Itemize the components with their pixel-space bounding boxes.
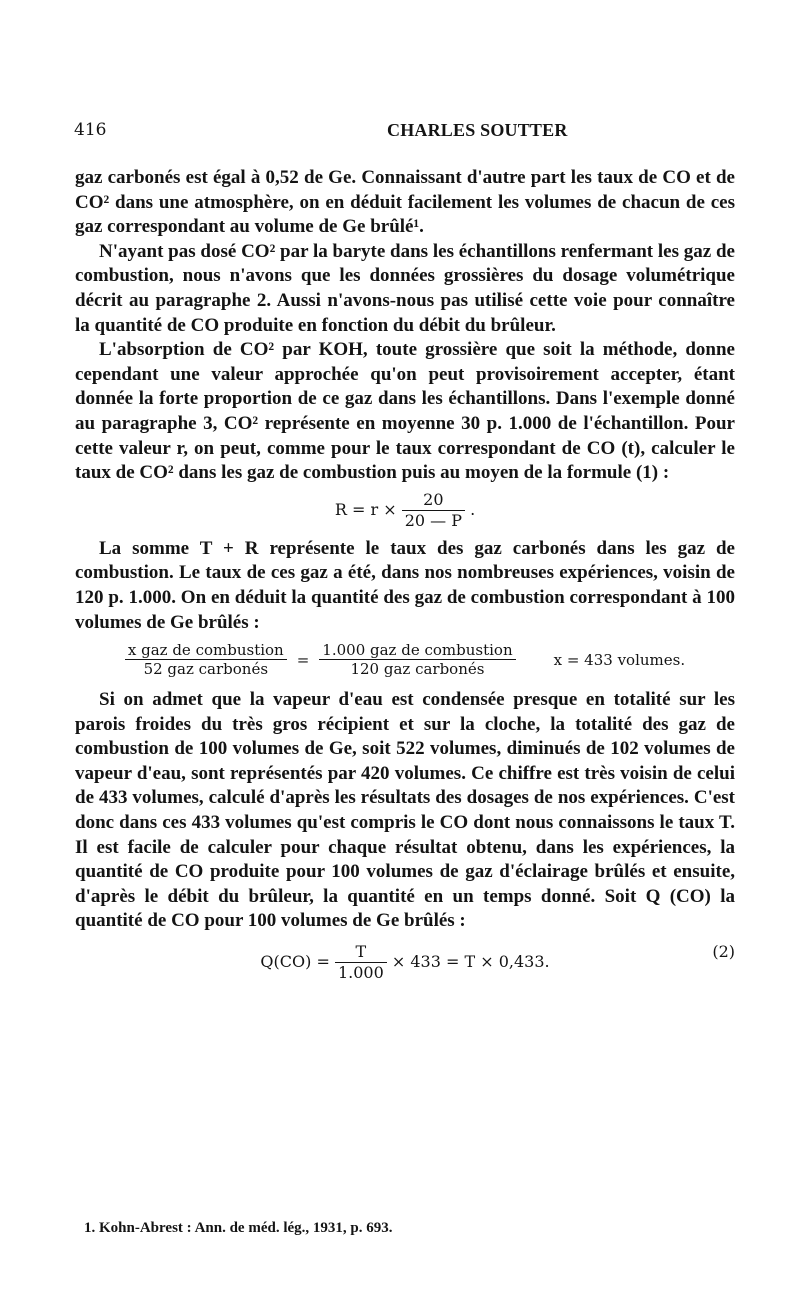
formula-r-lhs: R = r × [334, 499, 397, 519]
formula-r-end: . [470, 499, 476, 519]
paragraph-4: La somme T + R représente le taux des gaz carbonés dans les gaz de combustion. Le taux de ces gaz a été, dans nos nombreuses expériences, voisin de 120 p. 1.000. On en déduit la quantité des gaz de combustion correspondant à 100 volumes de Ge brûlés : [75, 537, 735, 633]
formula-q-denominator: 1.000 [337, 963, 384, 983]
formula-proportion [75, 641, 735, 678]
paragraph-2: N'ayant pas dosé CO² par la baryte dans les échantillons renfermant les gaz de combustion, nous n'avons que les données grossières du dosage volumétrique décrit au paragraphe 2. Aussi n'avons-nous pas utilisé cette voie pour connaître la quantité de CO produite en fonction du débit du brûleur. [75, 240, 735, 336]
paragraph-1: gaz carbonés est égal à 0,52 de Ge. Connaissant d'autre part les taux de CO et de CO² dans une atmosphère, on en déduit facilement les volumes de chacun de ces gaz correspondant au volume de Ge brûlé¹. [75, 167, 735, 238]
proportion-fraction-left [125, 641, 287, 678]
page-number: 416 [74, 120, 107, 140]
body-text [75, 166, 735, 989]
footnote: 1. Kohn-Abrest : Ann. de méd. lég., 1931, p. 693. [84, 1220, 393, 1236]
formula-q-rhs: × 433 = T × 0,433. [391, 952, 550, 972]
proportion-equals: = [296, 650, 310, 669]
proportion-result: x = 433 volumes. [553, 650, 686, 669]
proportion-right-denominator: 120 gaz carbonés [350, 660, 485, 679]
formula-r [75, 490, 735, 531]
formula-q-numerator: T [335, 942, 387, 963]
formula-r-fraction [402, 490, 465, 531]
formula-r-denominator: 20 — P [404, 510, 462, 530]
running-head: CHARLES SOUTTER [387, 120, 568, 140]
page-header [74, 118, 734, 148]
equation-number: (2) [712, 942, 735, 962]
formula-q [75, 942, 735, 983]
formula-r-numerator: 20 [402, 490, 465, 511]
proportion-right-numerator: 1.000 gaz de combustion [319, 641, 515, 660]
proportion-fraction-right [319, 641, 515, 678]
paragraph-3: L'absorption de CO² par KOH, toute grossière que soit la méthode, donne cependant une valeur approchée qu'on peut provisoirement accepter, étant donnée la forte proportion de ce gaz dans les échantillons. Dans l'exemple donné au paragraphe 3, CO² représente en moyenne 30 p. 1.000 de l'échantillon. Pour cette valeur r, on peut, comme pour le taux correspondant de CO (t), calculer le taux de CO² dans les gaz de combustion puis au moyen de la formule (1) : [75, 339, 735, 484]
formula-q-fraction [335, 942, 387, 983]
formula-q-lhs: Q(CO) = [260, 952, 330, 972]
paragraph-5: Si on admet que la vapeur d'eau est condensée presque en totalité sur les parois froides du très gros récipient et sur la cloche, la totalité des gaz de combustion de 100 volumes de Ge, soit 522 volumes, diminués de 102 volumes de vapeur d'eau, sont représentés par 420 volumes. Ce chiffre est très voisin de celui de 433 volumes, calculé d'après les résultats des dosages de nos expériences. C'est donc dans ces 433 volumes qu'est compris le CO dont nous connaissons le taux T. Il est facile de calculer pour chaque résultat obtenu, dans les expériences, la quantité de CO produite pour 100 volumes de gaz d'éclairage brûlés et ensuite, d'après le débit du brûleur, la quantité en un temps donné. Soit Q (CO) la quantité de CO pour 100 volumes de Ge brûlés : [75, 689, 735, 932]
proportion-left-numerator: x gaz de combustion [125, 641, 287, 660]
proportion-left-denominator: 52 gaz carbonés [143, 660, 269, 679]
